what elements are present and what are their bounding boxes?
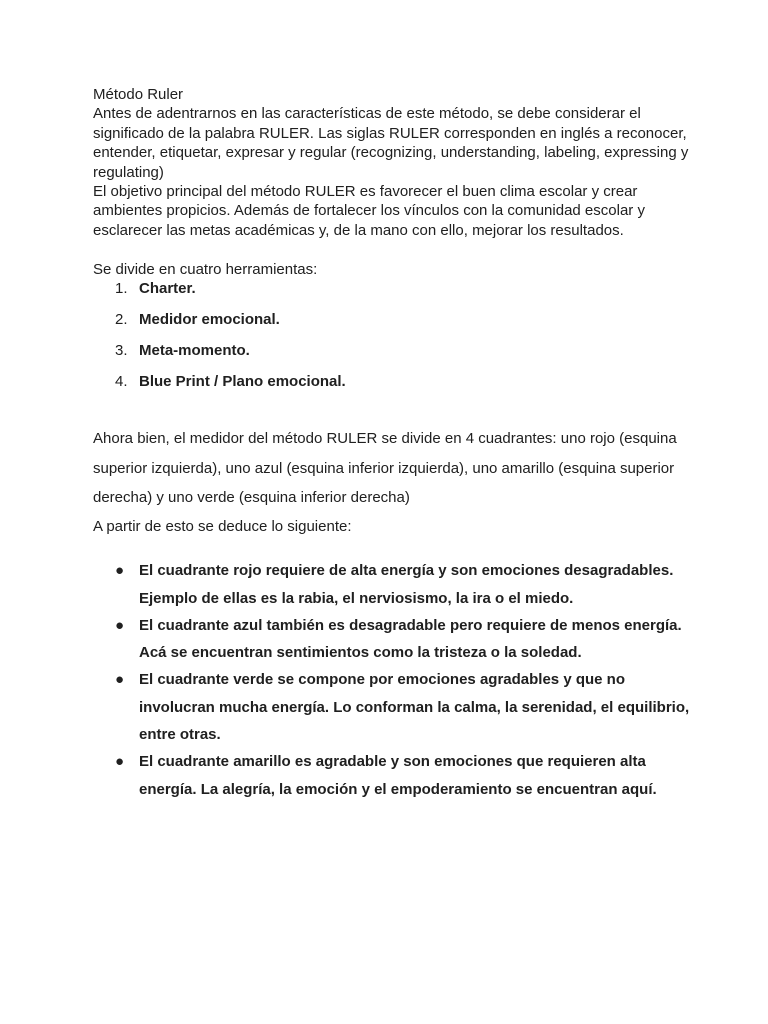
tools-list (93, 279, 693, 391)
tool-number: 1. (115, 280, 128, 298)
document-title: Método Ruler (93, 86, 184, 103)
quadrant-item-yellow (93, 748, 699, 803)
quadrant-list (93, 557, 693, 803)
blank-line (93, 240, 693, 259)
tool-label: Blue Print / Plano emocional. (139, 373, 346, 391)
quadrant-item-green (93, 666, 699, 748)
deduce-paragraph: A partir de esto se deduce lo siguiente: (93, 518, 352, 536)
quadrant-text: El cuadrante amarillo es agradable y son emociones que requieren alta energía. La alegría, la emoción y el empoderamiento se encuentran aquí. (139, 753, 657, 798)
intro-paragraph: Antes de adentrarnos en las características de este método, se debe considerar el significado de la palabra RULER. Las siglas RULER corresponden en inglés a reconocer, entender, etiquetar, expresar y regular (recognizing, understanding, labeling, expressing y regulating) (93, 105, 689, 181)
tool-label: Medidor emocional. (139, 311, 280, 329)
tool-item (93, 310, 693, 329)
bullet-icon: ● (115, 753, 125, 771)
quadrant-text: El cuadrante rojo requiere de alta energía y son emociones desagradables. Ejemplo de ellas es la rabia, el nerviosismo, la ira o el miedo. (139, 562, 674, 607)
bullet-icon: ● (115, 671, 125, 689)
quadrant-text: El cuadrante verde se compone por emociones agradables y que no involucran mucha energía. Lo conforman la calma, la serenidad, el equilibrio, entre otras. (139, 671, 690, 744)
tool-number: 2. (115, 311, 128, 329)
document-page (93, 85, 693, 803)
meter-paragraph: Ahora bien, el medidor del método RULER se divide en 4 cuadrantes: uno rojo (esquina superior izquierda), uno azul (esquina inferior izquierda), uno amarillo (esquina superior derecha) y uno verde (esquina inferior derecha) (93, 430, 677, 506)
quadrant-item-blue (93, 612, 699, 667)
quadrant-item-red (93, 557, 699, 612)
quadrant-text: El cuadrante azul también es desagradable pero requiere de menos energía. Acá se encuentran sentimientos como la tristeza o la soledad. (139, 616, 682, 662)
tool-label: Charter. (139, 280, 196, 298)
tool-item (93, 279, 693, 298)
tools-intro: Se divide en cuatro herramientas: (93, 260, 318, 278)
tool-item (93, 341, 693, 360)
tool-number: 4. (115, 373, 128, 391)
tool-label: Meta-momento. (139, 342, 250, 360)
tool-number: 3. (115, 342, 128, 360)
bullet-icon: ● (115, 616, 125, 634)
objective-paragraph: El objetivo principal del método RULER es favorecer el buen clima escolar y crear ambientes propicios. Además de fortalecer los vínculos con la comunidad escolar y esclarecer las metas académicas y, de la mano con ello, mejorar los resultados. (93, 183, 645, 239)
tool-item (93, 372, 693, 391)
bullet-icon: ● (115, 562, 125, 580)
